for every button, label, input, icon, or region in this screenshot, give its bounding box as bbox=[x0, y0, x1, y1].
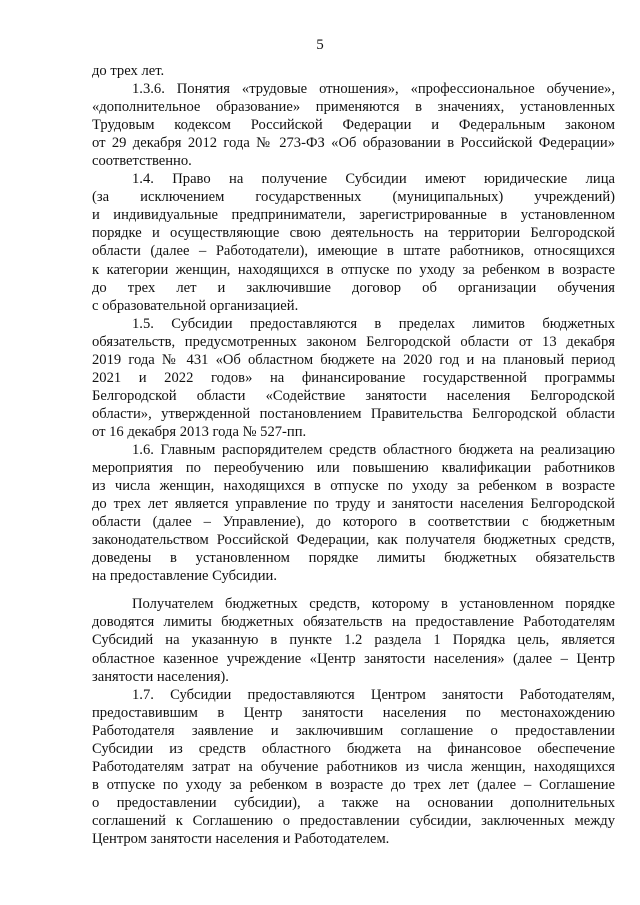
text-line: обязательств, предусмотренных законом Белгородской области от 13 декабря bbox=[92, 333, 615, 350]
text-line: предоставившим в Центр занятости населения по местонахождению bbox=[92, 704, 615, 721]
text-line: доведены в установленном порядке лимиты бюджетных обязательств bbox=[92, 550, 615, 567]
text-line: 2019 года № 431 «Об областном бюджете на 2020 год и на плановый период bbox=[92, 351, 615, 368]
text-line: Получателем бюджетных средств, которому в установленном порядке bbox=[132, 596, 615, 613]
text-line: Работодателя заявление и заключившим соглашение о предоставлении bbox=[92, 722, 615, 739]
text-line: Работодателям затрат на обучение работников из числа женщин, находящихся bbox=[92, 758, 615, 775]
text-line: до трех лет является управление по труду и занятости населения Белгородской bbox=[92, 496, 615, 513]
text-line: «дополнительное образование» применяются в значениях, установленных bbox=[92, 99, 615, 116]
text-line: области», утвержденной постановлением Правительства Белгородской области bbox=[92, 405, 615, 422]
text-line: Трудовым кодексом Российской Федерации и Федеральным законом bbox=[92, 117, 615, 134]
text-line: 2021 и 2022 годов» на финансирование государственной программы bbox=[92, 369, 615, 386]
text-line: соответственно. bbox=[92, 153, 192, 170]
paragraph bbox=[92, 80, 615, 170]
text-line: к категории женщин, находящихся в отпуске по уходу за ребенком в возрасте bbox=[92, 261, 615, 278]
text-line: на предоставление Субсидии. bbox=[92, 568, 278, 585]
text-line: от 29 декабря 2012 года № 273-ФЗ «Об образовании в Российской Федерации» bbox=[92, 135, 615, 152]
text-line: областное казенное учреждение «Центр занятости населения» (далее – Центр bbox=[92, 650, 615, 667]
text-line: порядке и осуществляющие свою деятельность на территории Белгородской bbox=[92, 225, 615, 242]
text-line: занятости населения). bbox=[92, 668, 229, 685]
text-line: законодательством Российской Федерации, как получателя бюджетных средств, bbox=[92, 532, 615, 549]
page-number: 5 bbox=[316, 37, 324, 53]
text-line: 1.5. Субсидии предоставляются в пределах лимитов бюджетных bbox=[132, 315, 615, 332]
text-line: от 16 декабря 2013 года № 527-пп. bbox=[92, 423, 307, 440]
paragraph bbox=[92, 686, 615, 848]
text-line: до трех лет и заключившие договор об организации обучения bbox=[92, 279, 615, 296]
paragraph bbox=[92, 62, 615, 80]
text-line: мероприятия по переобучению или повышению квалификации работников bbox=[92, 460, 615, 477]
document-body bbox=[92, 62, 615, 848]
paragraph bbox=[92, 595, 615, 685]
text-line: 1.7. Субсидии предоставляются Центром занятости Работодателям, bbox=[132, 686, 615, 703]
text-line: до трех лет. bbox=[92, 63, 165, 79]
paragraph bbox=[92, 315, 615, 441]
text-line: и индивидуальные предприниматели, зарегистрированные в установленном bbox=[92, 207, 615, 224]
text-line: Центром занятости населения и Работодателем. bbox=[92, 830, 390, 847]
text-line: Белгородской области «Содействие занятости населения Белгородской bbox=[92, 387, 615, 404]
text-line: Субсидий на указанную в пункте 1.2 раздела 1 Порядка цель, является bbox=[92, 632, 615, 649]
text-line: 1.6. Главным распорядителем средств областного бюджета на реализацию bbox=[132, 441, 615, 458]
text-line: (за исключением государственных (муниципальных) учреждений) bbox=[92, 189, 615, 206]
text-line: с образовательной организацией. bbox=[92, 297, 299, 314]
paragraph-gap bbox=[92, 585, 615, 595]
text-line: из числа женщин, находящихся в отпуске по уходу за ребенком в возрасте bbox=[92, 478, 615, 495]
paragraph bbox=[92, 170, 615, 314]
text-line: соглашений к Соглашению о предоставлении субсидии, заключенных между bbox=[92, 812, 615, 829]
text-line: 1.4. Право на получение Субсидии имеют юридические лица bbox=[132, 171, 615, 188]
text-line: в отпуске по уходу за ребенком в возрасте до трех лет (далее – Соглашение bbox=[92, 776, 615, 793]
text-line: 1.3.6. Понятия «трудовые отношения», «профессиональное обучение», bbox=[132, 81, 615, 98]
paragraph bbox=[92, 441, 615, 585]
text-line: области (далее – Работодатели), имеющие в штате работников, относящихся bbox=[92, 243, 615, 260]
text-line: доводятся лимиты бюджетных обязательств на предоставление Работодателям bbox=[92, 614, 615, 631]
text-line: области (далее – Управление), до которого в соответствии с бюджетным bbox=[92, 514, 615, 531]
text-line: о предоставлении субсидии), а также на основании дополнительных bbox=[92, 794, 615, 811]
text-line: Субсидии из средств областного бюджета на финансовое обеспечение bbox=[92, 740, 615, 757]
